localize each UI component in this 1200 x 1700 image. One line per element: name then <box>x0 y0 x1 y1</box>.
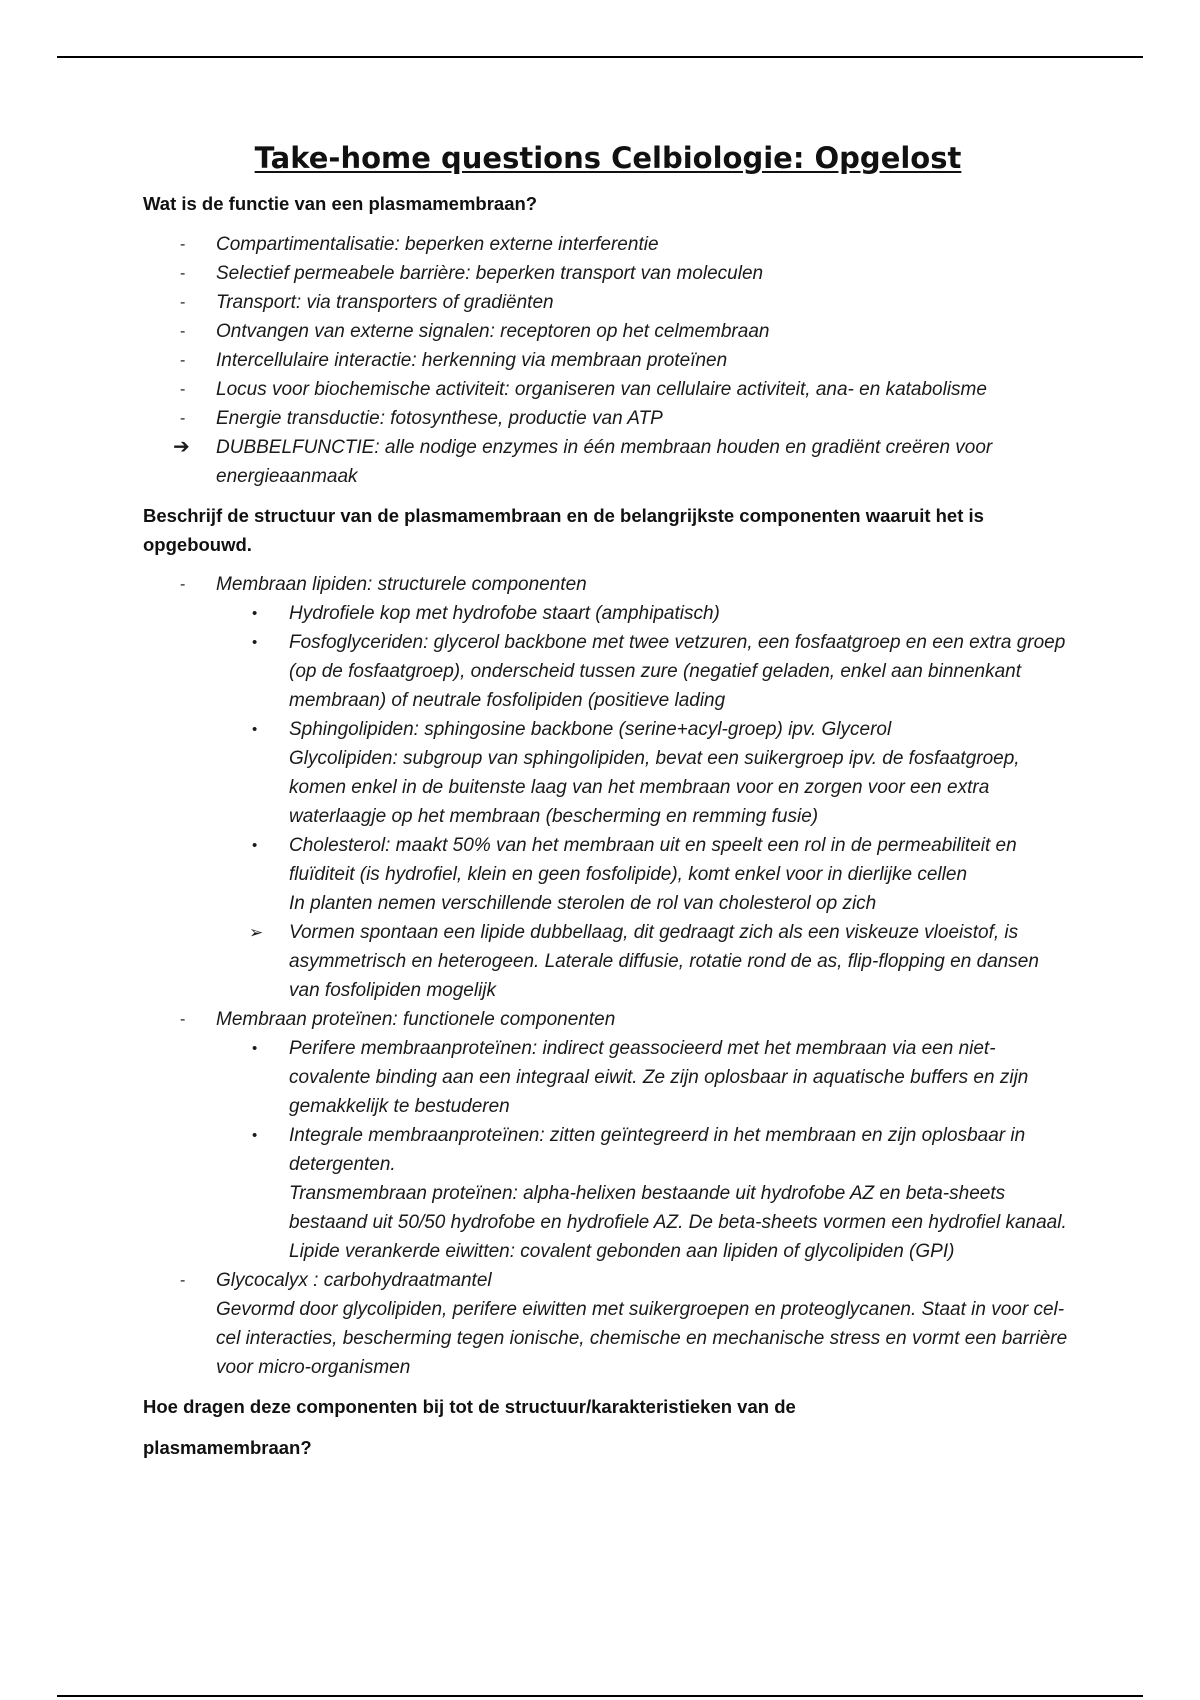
list-item: • Sphingolipiden: sphingosine backbone (serine+acyl-groep) ipv. Glycerol Glycolipiden: subgroup van sphingolipiden, bevat een suikergroep ipv. de fosfaatgroep, komen enkel in de buitenste laag van het membraan voor en zorgen voor een extra waterlaagje op het membraan (bescherming en remming fusie) <box>216 715 1073 831</box>
list-item: - Locus voor biochemische activiteit: organiseren van cellulaire activiteit, ana- en katabolisme <box>180 379 987 400</box>
question-3: Hoe dragen deze componenten bij tot de structuur/karakteristieken van de <box>143 1396 796 1417</box>
list-item: • Integrale membraanproteïnen: zitten geïntegreerd in het membraan en zijn oplosbaar in detergenten. Transmembraan proteïnen: alpha-helixen bestaande uit hydrofobe AZ en beta-sheets bestaand uit 50/50 hydrofobe en hydrofiele AZ. De beta-sheets vormen een hydrofiel kanaal. Lipide verankerde eiwitten: covalent gebonden aan lipiden of glycolipiden (GPI) <box>216 1121 1073 1266</box>
list-item: ➢ Vormen spontaan een lipide dubbellaag, dit gedraagt zich als een viskeuze vloeistof, is asymmetrisch en heterogeen. Laterale diffusie, rotatie rond de as, flip-flopping en dansen van fosfolipiden mogelijk <box>216 918 1073 1005</box>
question-1: Wat is de functie van een plasmamembraan? <box>143 193 538 214</box>
bullet-icon: • <box>252 1040 258 1057</box>
bullet-icon: • <box>252 721 258 738</box>
arrow-icon: ➔ <box>173 436 190 458</box>
triangle-arrow-icon: ➢ <box>249 923 264 942</box>
list-item-glycocalyx: - Glycocalyx : carbohydraatmantel Gevormd door glycolipiden, perifere eiwitten met suikergroepen en proteoglycanen. Staat in voor cel-cel interacties, bescherming tegen ionische, chemische en mechanische stress en vormt een barrière voor micro-organismen <box>180 1270 1068 1378</box>
footer-rule <box>57 1695 1143 1697</box>
list-item-proteins: - Membraan proteïnen: functionele componenten • Perifere membraanproteïnen: indirect geassocieerd met het membraan via een niet-covalente binding aan een integraal eiwit. Ze zijn oplosbaar in aquatische buffers en zijn gemakkelijk te bestuderen • Integrale membraanproteïnen: zitten geïntegreerd in het membraan en zijn oplosbaar in detergenten. Transmembraan proteïnen: alpha-helixen bestaande uit hydrofobe AZ en beta-sheets bestaand uit 50/50 hydrofobe en hydrofiele AZ. De beta-sheets vormen een hydrofiel kanaal. Lipide verankerde eiwitten: covalent gebonden aan lipiden of glycolipiden (GPI) <box>143 1005 1073 1266</box>
question-3-continued: plasmamembraan? <box>143 1437 312 1458</box>
document-page <box>143 138 1073 1462</box>
document-title: Take-home questions Celbiologie: Opgelost <box>254 141 962 175</box>
list-item: - Selectief permeabele barrière: beperken transport van moleculen <box>180 263 764 284</box>
function-list <box>143 230 1073 491</box>
list-item: - Ontvangen van externe signalen: receptoren op het celmembraan <box>180 321 770 342</box>
lipids-sublist <box>216 599 1073 1005</box>
question-2: Beschrijf de structuur van de plasmamembraan en de belangrijkste componenten waaruit het is opgebouwd. <box>143 505 984 555</box>
bullet-icon: • <box>252 837 258 854</box>
list-item-lipids: - Membraan lipiden: structurele componenten • Hydrofiele kop met hydrofobe staart (amphipatisch) • Fosfoglyceriden: glycerol backbone met twee vetzuren, een fosfaatgroep en een extra groep (op de fosfaatgroep), onderscheid tussen zure (negatief geladen, enkel aan binnenkant membraan) of neutrale fosfolipiden (positieve lading • Sphingolipiden: sphingosine backbone (serine+acyl-groep) ipv. Glycerol Glycolipiden: subgroup van sphingolipiden, bevat een suikergroep ipv. de fosfaatgroep, komen enkel in de buitenste laag van het membraan voor en zorgen voor een extra waterlaagje op het membraan (bescherming en remming fusie) • Cholesterol: maakt 50% van het membraan uit en speelt een rol in de permeabiliteit en fluïditeit (is hydrofiel, klein en geen fosfolipide), komt enkel voor in dierlijke cellen In planten nemen verschillende sterolen de rol van cholesterol op zich ➢ Vormen spontaan een lipide dubbellaag, dit gedraagt zich als een viskeuze vloeistof, is asymmetrisch en heterogeen. Laterale diffusie, rotatie rond de as, flip-flopping en dansen van fosfolipiden mogelijk <box>143 570 1073 1005</box>
list-item-conclusion: ➔ DUBBELFUNCTIE: alle nodige enzymes in één membraan houden en gradiënt creëren voor energieaanmaak <box>143 433 1073 491</box>
list-item: - Compartimentalisatie: beperken externe interferentie <box>180 234 659 255</box>
bullet-icon: • <box>252 634 258 651</box>
proteins-sublist <box>216 1034 1073 1266</box>
bullet-icon: • <box>252 605 258 622</box>
bullet-icon: • <box>252 1127 258 1144</box>
list-item: - Transport: via transporters of gradiënten <box>180 292 554 313</box>
structure-list <box>143 570 1073 1382</box>
header-rule <box>57 56 1143 58</box>
list-item: • Fosfoglyceriden: glycerol backbone met twee vetzuren, een fosfaatgroep en een extra groep (op de fosfaatgroep), onderscheid tussen zure (negatief geladen, enkel aan binnenkant membraan) of neutrale fosfolipiden (positieve lading <box>216 628 1073 715</box>
list-item: - Energie transductie: fotosynthese, productie van ATP <box>180 408 663 429</box>
list-item: - Intercellulaire interactie: herkenning via membraan proteïnen <box>180 350 728 371</box>
list-item: • Cholesterol: maakt 50% van het membraan uit en speelt een rol in de permeabiliteit en fluïditeit (is hydrofiel, klein en geen fosfolipide), komt enkel voor in dierlijke cellen In planten nemen verschillende sterolen de rol van cholesterol op zich <box>216 831 1073 918</box>
list-item: • Hydrofiele kop met hydrofobe staart (amphipatisch) <box>216 599 1073 628</box>
list-item: • Perifere membraanproteïnen: indirect geassocieerd met het membraan via een niet-covalente binding aan een integraal eiwit. Ze zijn oplosbaar in aquatische buffers en zijn gemakkelijk te bestuderen <box>216 1034 1073 1121</box>
